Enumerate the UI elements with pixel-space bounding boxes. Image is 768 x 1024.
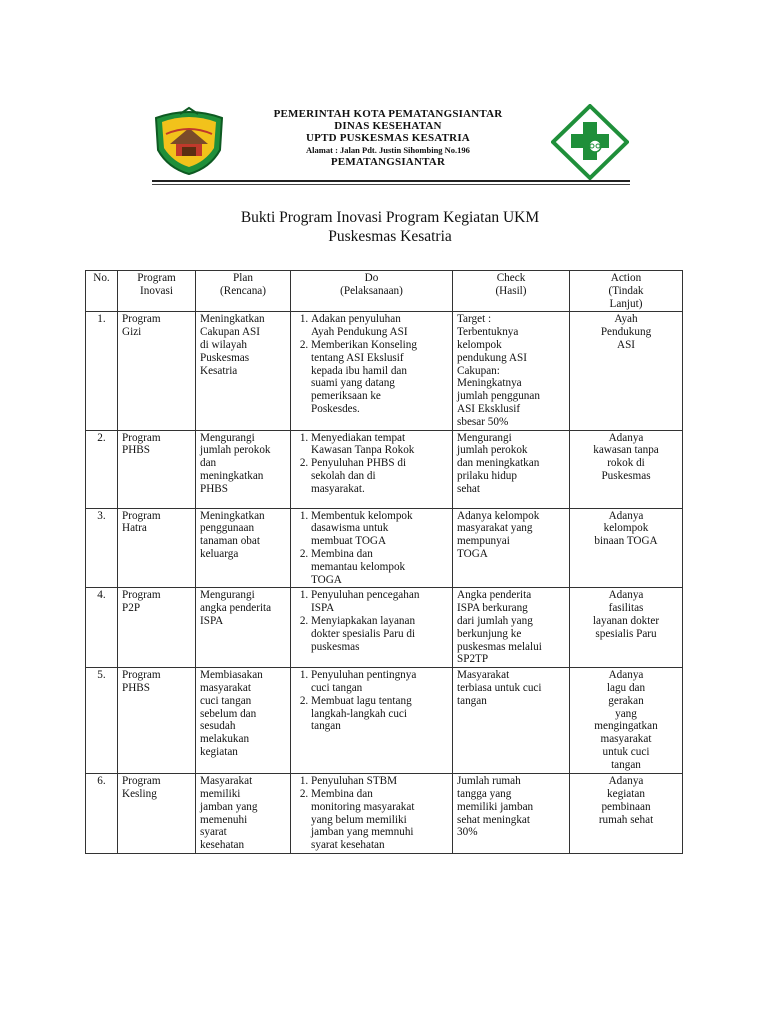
cell-plan xyxy=(196,430,291,508)
cell-action-line: mengingatkan xyxy=(594,720,658,733)
cell-do xyxy=(291,312,453,430)
cell-action-line: fasilitas xyxy=(608,602,644,615)
do-list-item-line: 2. Memberikan Konseling xyxy=(311,338,417,351)
cell-plan-line: Membiasakan xyxy=(200,669,263,682)
do-list-item-line: 1. Penyuluhan pencegahan xyxy=(311,589,420,602)
cell-check-line: ISPA berkurang xyxy=(457,602,528,615)
do-list-item-line: 2. Membina dan xyxy=(311,787,373,800)
cell-check-line: mempunyai xyxy=(457,535,510,548)
cell-action-line: Adanya xyxy=(608,431,644,444)
do-list-item-line: dasawisma untuk xyxy=(311,522,389,535)
cell-check-line: Target : xyxy=(457,313,492,326)
cell-check-line: 30% xyxy=(457,826,478,839)
city-emblem-icon xyxy=(150,104,228,176)
table-header-row xyxy=(86,271,683,312)
document-title-line1: Bukti Program Inovasi Program Kegiatan UKM xyxy=(240,209,540,226)
letterhead-department: DINAS KESEHATAN xyxy=(334,120,442,132)
cell-plan-line: Kesatria xyxy=(200,364,238,377)
do-list-item xyxy=(311,615,448,653)
cell-check-line: dan meningkatkan xyxy=(457,457,540,470)
do-list-item xyxy=(311,669,448,695)
cell-program-line: PHBS xyxy=(122,681,150,694)
do-list-item xyxy=(311,695,448,733)
cell-do xyxy=(291,588,453,668)
cell-do xyxy=(291,668,453,774)
cell-plan-line: Meningkatkan xyxy=(200,509,265,522)
cell-plan xyxy=(196,312,291,430)
header-no: No. xyxy=(86,271,118,312)
cell-program xyxy=(118,508,196,588)
do-list-item-line: Ayah Pendukung ASI xyxy=(311,326,408,339)
do-list-item xyxy=(311,775,448,788)
cell-check xyxy=(453,508,570,588)
do-list-item-line: membuat TOGA xyxy=(311,535,387,548)
cell-check-line: kelompok xyxy=(457,338,502,351)
cell-plan xyxy=(196,588,291,668)
letterhead-rule-thin xyxy=(152,184,630,185)
letterhead-government: PEMERINTAH KOTA PEMATANGSIANTAR xyxy=(273,108,503,120)
cell-program-line: Hatra xyxy=(122,522,147,535)
cell-check-line: pendukung ASI xyxy=(457,351,527,364)
cell-action-line: masyarakat xyxy=(600,733,652,746)
table-row xyxy=(86,430,683,508)
cell-action-line: yang xyxy=(615,707,637,720)
cell-check-line: terbiasa untuk cuci xyxy=(457,681,542,694)
letterhead xyxy=(238,108,538,168)
cell-program-line: P2P xyxy=(122,602,141,615)
cell-check xyxy=(453,588,570,668)
letterhead-city: PEMATANGSIANTAR xyxy=(330,156,446,168)
do-list-item-line: 2. Penyuluhan PHBS di xyxy=(311,457,407,470)
do-list-item-line: 1. Menyediakan tempat xyxy=(311,431,406,444)
do-list-item-line: 1. Adakan penyuluhan xyxy=(311,313,401,326)
cell-plan-line: jamban yang xyxy=(200,800,258,813)
cell-check-line: tangga yang xyxy=(457,787,512,800)
cell-plan-line: Masyarakat xyxy=(200,775,253,788)
table-body xyxy=(86,312,683,854)
cell-check-line: Jumlah rumah xyxy=(457,775,521,788)
do-list xyxy=(295,432,448,496)
cell-check xyxy=(453,668,570,774)
header-do: Do (Pelaksanaan) xyxy=(291,271,453,312)
table-row xyxy=(86,774,683,854)
document-title xyxy=(150,208,630,246)
do-list xyxy=(295,589,448,653)
do-list-item xyxy=(311,432,448,458)
cell-action xyxy=(570,588,683,668)
cell-check-line: masyarakat yang xyxy=(457,522,533,535)
cell-plan-line: penggunaan xyxy=(200,522,255,535)
cell-program-line: Kesling xyxy=(122,787,157,800)
cell-plan-line: PHBS xyxy=(200,482,228,495)
cell-action-line: kegiatan xyxy=(607,787,645,800)
do-list-item-line: monitoring masyarakat xyxy=(311,800,415,813)
cell-plan-line: melakukan xyxy=(200,733,250,746)
cell-program-line: Program xyxy=(122,669,161,682)
cell-plan-line: sebelum dan xyxy=(200,707,257,720)
cell-plan-line: keluarga xyxy=(200,547,239,560)
cell-plan-line: meningkatkan xyxy=(200,469,264,482)
cell-action-line: Ayah xyxy=(614,313,638,326)
cell-action-line: pembinaan xyxy=(601,800,651,813)
do-list xyxy=(295,313,448,415)
cell-plan-line: Meningkatkan xyxy=(200,313,265,326)
table-row xyxy=(86,312,683,430)
cell-action xyxy=(570,430,683,508)
cell-plan-line: di wilayah xyxy=(200,338,247,351)
do-list-item xyxy=(311,788,448,852)
cell-action-line: Puskesmas xyxy=(601,469,651,482)
do-list-item-line: memantau kelompok xyxy=(311,560,406,573)
cell-check-line: ASI Eksklusif xyxy=(457,402,521,415)
do-list-item xyxy=(311,457,448,495)
cell-plan-line: sesudah xyxy=(200,720,236,733)
do-list-item-line: masyarakat. xyxy=(311,482,365,495)
cell-program-line: Program xyxy=(122,431,161,444)
do-list xyxy=(295,669,448,733)
do-list-item-line: pemeriksaan ke xyxy=(311,390,381,403)
do-list-item-line: 1. Membentuk kelompok xyxy=(311,509,413,522)
cell-action-line: spesialis Paru xyxy=(595,627,657,640)
do-list-item-line: TOGA xyxy=(311,573,342,586)
do-list-item-line: kepada ibu hamil dan xyxy=(311,364,407,377)
do-list-item-line: Poskesdes. xyxy=(311,402,360,415)
do-list xyxy=(295,775,448,852)
do-list-item-line: 1. Penyuluhan pentingnya xyxy=(311,669,417,682)
cell-plan-line: dan xyxy=(200,457,217,470)
letterhead-unit: UPTD PUSKESMAS KESATRIA xyxy=(306,132,470,144)
header-plan: Plan (Rencana) xyxy=(196,271,291,312)
cell-action xyxy=(570,668,683,774)
cell-no: 3. xyxy=(86,508,118,588)
do-list-item-line: dokter spesialis Paru di xyxy=(311,627,416,640)
cell-action-line: rumah sehat xyxy=(598,813,654,826)
cell-action-line: kelompok xyxy=(603,522,649,535)
cell-action-line: Pendukung xyxy=(600,326,652,339)
cell-action-line: Adanya xyxy=(608,669,644,682)
do-list-item-line: syarat kesehatan xyxy=(311,839,385,852)
cell-action-line: layanan dokter xyxy=(592,614,660,627)
cell-program-line: Program xyxy=(122,509,161,522)
cell-action-line: Adanya xyxy=(608,775,644,788)
cell-action-line: lagu dan xyxy=(606,681,646,694)
do-list xyxy=(295,510,448,587)
cell-action-line: rokok di xyxy=(607,457,645,470)
cell-check-line: Masyarakat xyxy=(457,669,510,682)
cell-action-line: binaan TOGA xyxy=(594,535,658,548)
cell-check-line: Adanya kelompok xyxy=(457,509,540,522)
document-title-line2: Puskesmas Kesatria xyxy=(328,228,452,245)
cell-check-line: Meningkatnya xyxy=(457,377,522,390)
cell-plan-line: jumlah perokok xyxy=(200,444,271,457)
do-list-item-line: puskesmas xyxy=(311,640,360,653)
cell-check-line: Terbentuknya xyxy=(457,326,519,339)
cell-check-line: jumlah perokok xyxy=(457,444,528,457)
cell-plan-line: ISPA xyxy=(200,614,224,627)
do-list-item-line: yang belum memiliki xyxy=(311,813,407,826)
cell-check-line: jumlah penggunan xyxy=(457,390,540,403)
do-list-item-line: tangan xyxy=(311,720,341,733)
cell-plan-line: Mengurangi xyxy=(200,589,255,602)
do-list-item xyxy=(311,548,448,586)
cell-plan-line: masyarakat xyxy=(200,681,251,694)
cell-do xyxy=(291,430,453,508)
do-list-item-line: 2. Menyiapkakan layanan xyxy=(311,614,416,627)
cell-check-line: Cakupan: xyxy=(457,364,500,377)
do-list-item xyxy=(311,313,448,339)
cell-action xyxy=(570,774,683,854)
cell-program-line: Gizi xyxy=(122,326,142,339)
cell-plan-line: syarat xyxy=(200,826,227,839)
do-list-item xyxy=(311,339,448,416)
cell-plan-line: Mengurangi xyxy=(200,431,255,444)
cell-action xyxy=(570,312,683,430)
cell-do xyxy=(291,508,453,588)
cell-program-line: PHBS xyxy=(122,444,150,457)
cell-check-line: sehat xyxy=(457,482,480,495)
cell-action-line: ASI xyxy=(616,338,636,351)
letterhead-address: Alamat : Jalan Pdt. Justin Sihombing No.196 xyxy=(306,145,470,155)
cell-program-line: Program xyxy=(122,313,161,326)
cell-check xyxy=(453,430,570,508)
cell-plan-line: tanaman obat xyxy=(200,535,260,548)
do-list-item-line: 1. Penyuluhan STBM xyxy=(311,775,398,788)
do-list-item-line: langkah-langkah cuci xyxy=(311,707,407,720)
cell-check-line: sehat meningkat xyxy=(457,813,531,826)
cell-check-line: memiliki jamban xyxy=(457,800,534,813)
table-row xyxy=(86,508,683,588)
cell-check-line: Mengurangi xyxy=(457,431,512,444)
cell-action-line: Adanya xyxy=(608,509,644,522)
do-list-item-line: suami yang datang xyxy=(311,377,395,390)
cell-plan-line: angka penderita xyxy=(200,602,272,615)
do-list-item-line: 2. Membina dan xyxy=(311,547,373,560)
do-list-item xyxy=(311,589,448,615)
cell-check-line: TOGA xyxy=(457,547,488,560)
cell-program-line: Program xyxy=(122,589,161,602)
cell-plan-line: memiliki xyxy=(200,787,241,800)
do-list-item-line: tentang ASI Ekslusif xyxy=(311,351,404,364)
cell-check-line: prilaku hidup xyxy=(457,469,517,482)
cell-action-line: untuk cuci xyxy=(602,745,650,758)
header-check: Check (Hasil) xyxy=(453,271,570,312)
cell-action-line: tangan xyxy=(611,758,641,771)
cell-action xyxy=(570,508,683,588)
cell-check-line: Angka penderita xyxy=(457,589,532,602)
cell-no: 5. xyxy=(86,668,118,774)
cell-plan-line: memenuhi xyxy=(200,813,248,826)
do-list-item-line: sekolah dan di xyxy=(311,469,376,482)
cell-check xyxy=(453,774,570,854)
cell-check xyxy=(453,312,570,430)
cell-plan-line: kegiatan xyxy=(200,745,238,758)
cell-check-line: SP2TP xyxy=(457,653,489,666)
do-list-item-line: cuci tangan xyxy=(311,681,363,694)
cell-check-line: sbesar 50% xyxy=(457,415,509,428)
cell-program xyxy=(118,312,196,430)
cell-no: 6. xyxy=(86,774,118,854)
cell-program xyxy=(118,588,196,668)
cell-program xyxy=(118,430,196,508)
do-list-item-line: jamban yang memnuhi xyxy=(311,826,414,839)
cell-check-line: dari jumlah yang xyxy=(457,614,533,627)
do-list-item-line: Kawasan Tanpa Rokok xyxy=(311,444,415,457)
cell-check-line: puskesmas melalui xyxy=(457,640,542,653)
cell-plan-line: kesehatan xyxy=(200,839,245,852)
do-list-item xyxy=(311,510,448,548)
cell-action-line: Adanya xyxy=(608,589,644,602)
cell-action-line: gerakan xyxy=(608,694,644,707)
letterhead-rule-thick xyxy=(152,180,630,182)
cell-plan xyxy=(196,508,291,588)
cell-plan-line: Cakupan ASI xyxy=(200,326,260,339)
header-action: Action (Tindak Lanjut) xyxy=(570,271,683,312)
cell-plan xyxy=(196,774,291,854)
cell-program-line: Program xyxy=(122,775,161,788)
do-list-item-line: 2. Membuat lagu tentang xyxy=(311,694,412,707)
cell-no: 1. xyxy=(86,312,118,430)
pdca-table xyxy=(85,270,683,854)
cell-action-line: kawasan tanpa xyxy=(593,444,659,457)
cell-plan xyxy=(196,668,291,774)
cell-do xyxy=(291,774,453,854)
header-program: Program Inovasi xyxy=(118,271,196,312)
cell-check-line: berkunjung ke xyxy=(457,627,522,640)
puskesmas-logo-icon xyxy=(551,104,629,180)
do-list-item-line: ISPA xyxy=(311,602,335,615)
cell-program xyxy=(118,774,196,854)
table-row xyxy=(86,668,683,774)
cell-check-line: tangan xyxy=(457,694,487,707)
cell-plan-line: cuci tangan xyxy=(200,694,252,707)
cell-plan-line: Puskesmas xyxy=(200,351,250,364)
cell-no: 4. xyxy=(86,588,118,668)
cell-program xyxy=(118,668,196,774)
cell-no: 2. xyxy=(86,430,118,508)
table-row xyxy=(86,588,683,668)
